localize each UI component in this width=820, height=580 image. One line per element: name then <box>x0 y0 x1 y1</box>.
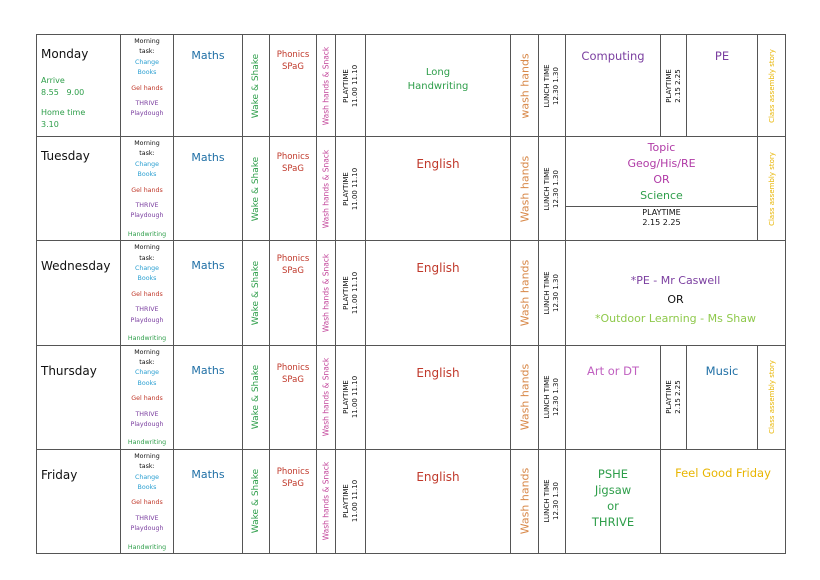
thrive: THRIVE <box>135 514 159 522</box>
english-friday: English <box>366 449 511 553</box>
day-cell-friday <box>37 449 121 553</box>
wake-shake-text: Wake & Shake <box>251 156 261 221</box>
tuesday-playtime-time: 2.15 2.25 <box>642 218 681 227</box>
playtime-tuesday <box>336 137 366 241</box>
lunch-time: 12.30 1.30 <box>552 482 560 521</box>
change-books-1: Change <box>134 265 160 273</box>
pm-playtime-thursday <box>661 345 687 449</box>
playtime-label: PLAYTIME <box>341 171 350 206</box>
phonics-text: Phonics <box>276 152 310 162</box>
wash-hands-monday <box>511 35 539 137</box>
snack-friday <box>317 449 336 553</box>
monday-times <box>41 75 120 131</box>
english-wednesday: English <box>366 241 511 345</box>
pm-playtime-time: 2.15 2.25 <box>673 380 682 414</box>
playtime-time: 11.00 11.10 <box>350 480 359 523</box>
snack-thursday <box>317 345 336 449</box>
playtime-time: 11.00 11.10 <box>350 167 359 210</box>
wake-shake-text: Wake & Shake <box>251 364 261 430</box>
thrive: THRIVE <box>135 202 159 210</box>
playtime-time: 11.00 11.10 <box>350 64 359 107</box>
wake-shake-text: Wake & Shake <box>251 469 261 534</box>
pm-playtime-monday <box>661 35 687 137</box>
phonics-friday <box>270 449 317 553</box>
topic-tuesday <box>566 137 758 241</box>
lunch-friday <box>539 449 566 553</box>
pe-mr-caswell: *PE - Mr Caswell <box>630 274 721 288</box>
row-tuesday <box>37 137 786 241</box>
playdough: Playdough <box>130 212 164 220</box>
snack-text: Wash hands & Snack <box>321 46 331 125</box>
morning-task-heading-2: task: <box>139 48 155 56</box>
jigsaw-text: Jigsaw <box>594 482 632 497</box>
friday-thrive: THRIVE <box>591 514 635 529</box>
thrive: THRIVE <box>135 306 159 314</box>
thrive: THRIVE <box>135 100 159 108</box>
long-handwriting-monday <box>366 35 511 137</box>
snack-text: Wash hands & Snack <box>321 253 331 333</box>
handwriting-text: Handwriting <box>407 81 469 92</box>
spag-text: SPaG <box>282 478 304 489</box>
morning-task-tuesday <box>121 137 174 241</box>
gel-hands: Gel hands <box>131 290 163 298</box>
change-books-2: Books <box>137 379 157 387</box>
phonics-text: Phonics <box>276 362 310 373</box>
lunch-time: 12.30 1.30 <box>552 66 560 105</box>
row-wednesday <box>37 241 786 345</box>
day-cell-monday <box>37 35 121 137</box>
music-thursday: Music <box>687 345 758 449</box>
playtime-label: PLAYTIME <box>341 380 350 414</box>
playtime-time: 11.00 11.10 <box>350 271 359 315</box>
topic-or: OR <box>653 173 670 186</box>
snack-text: Wash hands & Snack <box>321 149 331 228</box>
morning-task-heading-1: Morning <box>134 244 160 252</box>
spag-text: SPaG <box>282 62 304 72</box>
morning-task-heading-2: task: <box>139 254 155 262</box>
gel-hands: Gel hands <box>131 84 163 92</box>
playtime-thursday <box>336 345 366 449</box>
pm-playtime-label: PLAYTIME <box>664 380 673 414</box>
snack-tuesday <box>317 137 336 241</box>
snack-monday <box>317 35 336 137</box>
lunch-label: LUNCH TIME <box>543 63 551 108</box>
morning-task-heading-1: Morning <box>134 38 160 45</box>
morning-task-monday <box>121 35 174 137</box>
wake-shake-text: Wake & Shake <box>251 260 261 326</box>
lunch-time: 12.30 1.30 <box>552 169 560 208</box>
snack-wednesday <box>317 241 336 345</box>
pm-playtime-time: 2.15 2.25 <box>673 68 682 103</box>
wash-hands-text: Wash hands <box>518 155 531 222</box>
lunch-thursday <box>539 345 566 449</box>
pe-outdoor-wednesday <box>566 241 786 345</box>
change-books-2: Books <box>137 171 157 179</box>
story-text: Class assembly story <box>767 48 776 123</box>
maths-tuesday: Maths <box>174 137 243 241</box>
day-cell-thursday <box>37 345 121 449</box>
morning-task-heading-1: Morning <box>134 452 160 460</box>
wake-shake-friday <box>243 449 270 553</box>
tuesday-playtime-label: PLAYTIME <box>642 208 681 217</box>
tuesday-pm-playtime <box>566 206 757 228</box>
wash-hands-tuesday <box>511 137 539 241</box>
row-friday <box>37 449 786 553</box>
english-tuesday: English <box>366 137 511 241</box>
phonics-text: Phonics <box>276 254 310 265</box>
topic-science: Science <box>640 189 683 202</box>
lunch-tuesday <box>539 137 566 241</box>
handwriting: Handwriting <box>127 543 167 551</box>
day-cell-wednesday <box>37 241 121 345</box>
playtime-wednesday <box>336 241 366 345</box>
lunch-label: LUNCH TIME <box>543 375 551 419</box>
spag-text: SPaG <box>282 164 304 174</box>
playtime-friday <box>336 449 366 553</box>
wash-hands-text: Wash hands <box>518 468 531 535</box>
wash-hands-text: Wash hands <box>518 259 531 327</box>
gel-hands: Gel hands <box>131 499 163 507</box>
phonics-thursday <box>270 345 317 449</box>
pshe-text: PSHE <box>597 466 629 481</box>
morning-task-heading-2: task: <box>139 463 155 471</box>
lunch-label: LUNCH TIME <box>543 479 551 523</box>
lunch-time: 12.30 1.30 <box>552 378 560 417</box>
topic-title: Topic <box>647 141 676 154</box>
topic-block <box>566 137 757 206</box>
handwriting: Handwriting <box>127 335 167 343</box>
wake-shake-thursday <box>243 345 270 449</box>
art-dt-thursday: Art or DT <box>566 345 661 449</box>
change-books-2: Books <box>137 483 157 491</box>
spag-text: SPaG <box>282 374 304 385</box>
playdough: Playdough <box>130 525 164 533</box>
wake-shake-wednesday <box>243 241 270 345</box>
change-books-2: Books <box>137 69 157 77</box>
pe-monday: PE <box>687 35 758 137</box>
maths-friday: Maths <box>174 449 243 553</box>
change-books-2: Books <box>137 275 157 283</box>
long-text: Long <box>425 67 451 78</box>
feel-good-friday: Feel Good Friday <box>661 449 786 553</box>
change-books-1: Change <box>134 473 160 481</box>
computing-monday: Computing <box>566 35 661 137</box>
wake-shake-tuesday <box>243 137 270 241</box>
lunch-monday <box>539 35 566 137</box>
story-monday <box>758 35 786 137</box>
morning-task-heading-2: task: <box>139 150 155 158</box>
phonics-wednesday <box>270 241 317 345</box>
arrive-label: Arrive <box>41 76 65 85</box>
gel-hands: Gel hands <box>131 395 163 403</box>
weekly-timetable <box>36 34 786 554</box>
playtime-label: PLAYTIME <box>341 276 350 310</box>
story-text: Class assembly story <box>767 151 776 226</box>
handwriting: Handwriting <box>127 439 167 447</box>
wash-hands-wednesday <box>511 241 539 345</box>
change-books-1: Change <box>134 369 160 377</box>
friday-or: or <box>607 498 619 513</box>
english-thursday: English <box>366 345 511 449</box>
day-name-wednesday: Wednesday <box>41 259 111 274</box>
day-cell-tuesday <box>37 137 121 241</box>
row-thursday <box>37 345 786 449</box>
story-tuesday <box>758 137 786 241</box>
row-monday <box>37 35 786 137</box>
playtime-monday <box>336 35 366 137</box>
morning-task-thursday <box>121 345 174 449</box>
lunch-label: LUNCH TIME <box>543 271 551 315</box>
topic-subjects: Geog/His/RE <box>627 157 696 170</box>
playdough: Playdough <box>130 110 164 118</box>
day-name-thursday: Thursday <box>41 363 97 378</box>
spag-text: SPaG <box>282 266 304 277</box>
phonics-tuesday <box>270 137 317 241</box>
lunch-label: LUNCH TIME <box>543 167 551 211</box>
lunch-time: 12.30 1.30 <box>552 273 560 312</box>
wash-hands-text: wash hands <box>518 52 531 119</box>
morning-task-heading-1: Morning <box>134 140 160 147</box>
home-time-label: Home time <box>41 108 86 117</box>
arrive-time: 8.55 9.00 <box>41 88 85 97</box>
wash-hands-friday <box>511 449 539 553</box>
story-thursday <box>758 345 786 449</box>
pm-playtime-label: PLAYTIME <box>664 68 673 103</box>
day-name-friday: Friday <box>41 467 78 482</box>
snack-text: Wash hands & Snack <box>321 357 331 437</box>
pshe-friday <box>566 449 661 553</box>
change-books-1: Change <box>134 58 160 66</box>
wake-shake-monday <box>243 35 270 137</box>
story-text: Class assembly story <box>767 360 776 435</box>
maths-thursday: Maths <box>174 345 243 449</box>
wash-hands-text: Wash hands <box>518 363 531 431</box>
day-name-monday: Monday <box>41 47 89 61</box>
phonics-text: Phonics <box>276 50 310 60</box>
change-books-1: Change <box>134 160 160 168</box>
thrive: THRIVE <box>135 410 159 418</box>
playdough: Playdough <box>130 316 164 324</box>
wash-hands-thursday <box>511 345 539 449</box>
playdough: Playdough <box>130 420 164 428</box>
handwriting: Handwriting <box>127 230 167 238</box>
morning-task-heading-2: task: <box>139 358 155 366</box>
gel-hands: Gel hands <box>131 186 163 194</box>
maths-wednesday: Maths <box>174 241 243 345</box>
day-name-tuesday: Tuesday <box>41 149 90 163</box>
home-time-value: 3.10 <box>41 120 59 129</box>
playtime-label: PLAYTIME <box>341 68 350 103</box>
maths-monday: Maths <box>174 35 243 137</box>
playtime-label: PLAYTIME <box>341 484 350 519</box>
phonics-text: Phonics <box>276 466 310 477</box>
wednesday-or: OR <box>667 293 684 307</box>
playtime-time: 11.00 11.10 <box>350 375 359 419</box>
snack-text: Wash hands & Snack <box>321 462 331 541</box>
outdoor-learning: *Outdoor Learning - Ms Shaw <box>594 312 757 326</box>
lunch-wednesday <box>539 241 566 345</box>
morning-task-wednesday <box>121 241 174 345</box>
wake-shake-text: Wake & Shake <box>251 53 261 118</box>
morning-task-friday <box>121 449 174 553</box>
morning-task-heading-1: Morning <box>134 348 160 356</box>
phonics-monday <box>270 35 317 137</box>
